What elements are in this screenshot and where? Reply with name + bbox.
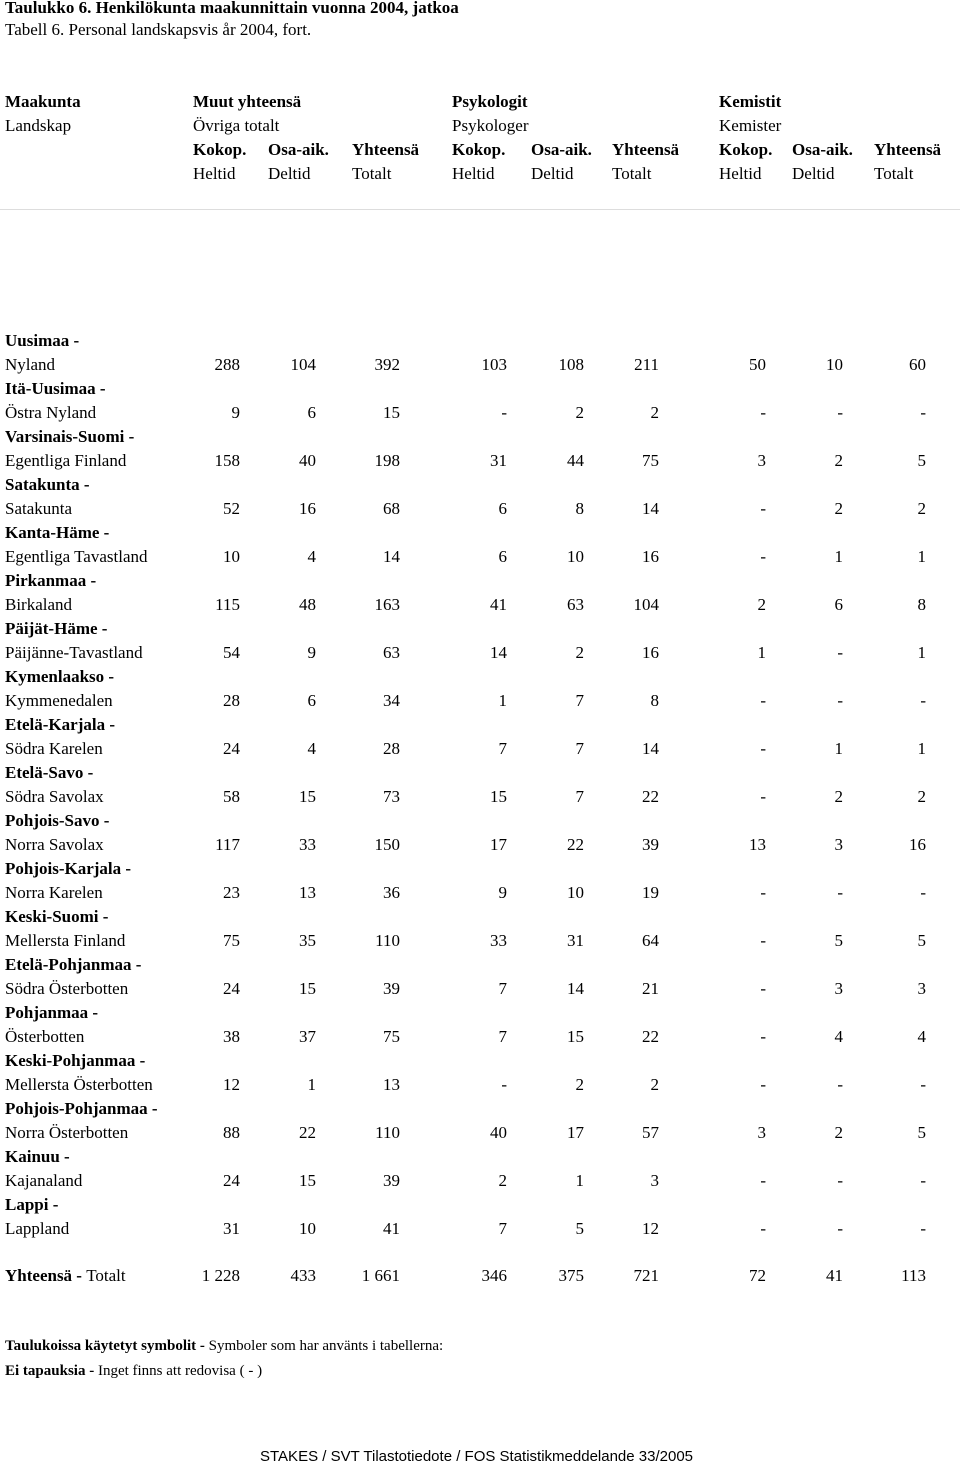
table-cell: -: [837, 1219, 843, 1238]
header-parttime-fi: Osa-aik.: [531, 140, 592, 159]
region-name-fi: Päijät-Häme -: [5, 619, 108, 638]
region-name-sv: Norra Karelen: [5, 883, 103, 902]
table-cell: 50: [749, 355, 766, 374]
table-cell: 2: [575, 643, 584, 662]
region-name-fi: Etelä-Pohjanmaa -: [5, 955, 142, 974]
table-cell: 5: [917, 1123, 926, 1142]
region-name-sv: Päijänne-Tavastland: [5, 643, 143, 662]
header-group-psychologists-sv: Psykologer: [452, 116, 529, 135]
region-name-fi: Itä-Uusimaa -: [5, 379, 106, 398]
header-fulltime-sv: Heltid: [193, 164, 236, 183]
no-cases-note-sv: Inget finns att redovisa ( - ): [97, 1363, 263, 1379]
table-cell: 721: [633, 1266, 659, 1285]
region-name-fi: Pohjois-Pohjanmaa -: [5, 1099, 158, 1118]
table-cell: 6: [498, 499, 507, 518]
region-name-fi: Pohjois-Savo -: [5, 811, 110, 830]
table-cell: 44: [567, 451, 584, 470]
table-cell: 58: [223, 787, 240, 806]
table-cell: -: [501, 403, 507, 422]
table-cell: 1: [917, 643, 926, 662]
table-cell: -: [760, 547, 766, 566]
table-cell: 6: [307, 691, 316, 710]
region-name-sv: Norra Österbotten: [5, 1123, 129, 1142]
table-cell: 1: [834, 547, 843, 566]
table-cell: 15: [299, 1171, 316, 1190]
table-cell: 15: [299, 979, 316, 998]
table-cell: 5: [575, 1219, 584, 1238]
table-cell: -: [837, 691, 843, 710]
table-cell: 72: [749, 1266, 766, 1285]
region-name-sv: Kajanaland: [5, 1171, 83, 1190]
table-cell: 10: [567, 547, 584, 566]
table-cell: 57: [642, 1123, 659, 1142]
header-total-sv: Totalt: [352, 164, 392, 183]
table-cell: -: [760, 1219, 766, 1238]
table-cell: 108: [558, 355, 584, 374]
table-cell: 33: [299, 835, 316, 854]
table-cell: 28: [223, 691, 240, 710]
table-cell: 75: [223, 931, 240, 950]
table-cell: -: [760, 787, 766, 806]
header-divider: [0, 209, 960, 210]
table-cell: 6: [307, 403, 316, 422]
region-name-fi: Satakunta -: [5, 475, 90, 494]
table-cell: 31: [223, 1219, 240, 1238]
header-group-chemists-sv: Kemister: [719, 116, 782, 135]
table-cell: 7: [498, 1219, 507, 1238]
header-fulltime-fi: Kokop.: [193, 140, 247, 159]
table-cell: 110: [375, 931, 400, 950]
table-cell: 17: [490, 835, 507, 854]
region-name-sv: Östra Nyland: [5, 403, 97, 422]
table-cell: 17: [567, 1123, 584, 1142]
table-cell: -: [760, 739, 766, 758]
total-label-sv: Totalt: [86, 1266, 126, 1285]
table-cell: -: [920, 1219, 926, 1238]
table-cell: 12: [642, 1219, 659, 1238]
table-cell: 6: [498, 547, 507, 566]
header-group-chemists-fi: Kemistit: [719, 92, 782, 111]
table-cell: 8: [575, 499, 584, 518]
header-parttime-sv: Deltid: [268, 164, 311, 183]
table-cell: 63: [567, 595, 584, 614]
table-cell: 2: [498, 1171, 507, 1190]
table-cell: 392: [374, 355, 400, 374]
table-cell: 7: [498, 739, 507, 758]
table-cell: 40: [299, 451, 316, 470]
table-cell: 2: [575, 403, 584, 422]
page-footer: STAKES / SVT Tilastotiedote / FOS Statistikmeddelande 33/2005: [260, 1448, 694, 1465]
table-cell: 16: [642, 643, 659, 662]
table-cell: 8: [650, 691, 659, 710]
table-cell: 16: [299, 499, 316, 518]
header-fulltime-sv: Heltid: [719, 164, 762, 183]
table-cell: -: [760, 691, 766, 710]
region-name-sv: Kymmenedalen: [5, 691, 113, 710]
header-total-fi: Yhteensä: [612, 140, 680, 159]
table-cell: 60: [909, 355, 926, 374]
table-cell: 36: [383, 883, 400, 902]
table-cell: -: [501, 1075, 507, 1094]
table-cell: 16: [909, 835, 926, 854]
table-cell: 73: [383, 787, 400, 806]
table-title-fi: Taulukko 6. Henkilökunta maakunnittain vuonna 2004, jatkoa: [5, 0, 459, 17]
header-fulltime-sv: Heltid: [452, 164, 495, 183]
table-cell: 288: [214, 355, 240, 374]
region-name-sv: Södra Savolax: [5, 787, 104, 806]
region-name-fi: Pohjanmaa -: [5, 1003, 99, 1022]
table-cell: 163: [374, 595, 400, 614]
table-cell: 63: [383, 643, 400, 662]
region-name-fi: Kainuu -: [5, 1147, 70, 1166]
table-cell: 6: [834, 595, 843, 614]
table-cell: 2: [834, 451, 843, 470]
table-cell: 4: [834, 1027, 843, 1046]
table-cell: 33: [490, 931, 507, 950]
table-cell: 10: [567, 883, 584, 902]
region-name-fi: Etelä-Savo -: [5, 763, 94, 782]
symbols-note-sv: Symboler som har använts i tabellerna:: [208, 1338, 444, 1354]
table-cell: 22: [299, 1123, 316, 1142]
table-cell: 13: [299, 883, 316, 902]
table-cell: 10: [223, 547, 240, 566]
table-cell: 39: [383, 979, 400, 998]
table-cell: -: [760, 1027, 766, 1046]
region-name-fi: Pohjois-Karjala -: [5, 859, 132, 878]
region-name-sv: Södra Österbotten: [5, 979, 129, 998]
table-cell: 34: [383, 691, 400, 710]
table-cell: 1: [575, 1171, 584, 1190]
table-cell: 23: [223, 883, 240, 902]
table-cell: 103: [481, 355, 507, 374]
header-group-psychologists-fi: Psykologit: [452, 92, 528, 111]
table-cell: 10: [826, 355, 843, 374]
table-cell: -: [760, 1075, 766, 1094]
region-name-fi: Lappi -: [5, 1195, 59, 1214]
total-label-fi: Yhteensä -: [5, 1266, 87, 1285]
table-cell: 5: [834, 931, 843, 950]
table-cell: -: [760, 883, 766, 902]
header-total-fi: Yhteensä: [874, 140, 942, 159]
table-title-sv: Tabell 6. Personal landskapsvis år 2004, fort.: [5, 20, 312, 39]
table-cell: 39: [383, 1171, 400, 1190]
table-cell: 52: [223, 499, 240, 518]
table-cell: 375: [558, 1266, 584, 1285]
table-cell: 48: [299, 595, 316, 614]
table-cell: 14: [490, 643, 507, 662]
table-cell: -: [837, 643, 843, 662]
table-cell: 4: [307, 739, 316, 758]
table-cell: 9: [307, 643, 316, 662]
no-cases-note: [5, 1363, 262, 1380]
table-cell: 2: [917, 787, 926, 806]
table-cell: -: [920, 1171, 926, 1190]
table-cell: 104: [633, 595, 659, 614]
table-cell: 41: [490, 595, 507, 614]
table-cell: 88: [223, 1123, 240, 1142]
table-cell: 24: [223, 1171, 240, 1190]
table-cell: 2: [834, 499, 843, 518]
table-cell: -: [760, 931, 766, 950]
region-name-sv: Lappland: [5, 1219, 70, 1238]
table-cell: -: [760, 1171, 766, 1190]
table-cell: 1: [834, 739, 843, 758]
table-cell: 2: [917, 499, 926, 518]
table-cell: 1: [917, 739, 926, 758]
region-name-sv: Mellersta Finland: [5, 931, 126, 950]
table-cell: 24: [223, 739, 240, 758]
table-cell: 1 661: [361, 1266, 400, 1285]
table-cell: 1: [498, 691, 507, 710]
table-cell: 15: [299, 787, 316, 806]
header-region-fi: Maakunta: [5, 92, 81, 111]
table-cell: 22: [642, 787, 659, 806]
table-cell: 117: [215, 835, 240, 854]
table-cell: 13: [749, 835, 766, 854]
header-group-other-sv: Övriga totalt: [193, 116, 280, 135]
table-cell: 12: [223, 1075, 240, 1094]
table-cell: -: [837, 883, 843, 902]
table-cell: 150: [374, 835, 400, 854]
table-cell: 15: [383, 403, 400, 422]
region-name-fi: Kanta-Häme -: [5, 523, 110, 542]
header-parttime-fi: Osa-aik.: [268, 140, 329, 159]
table-cell: 7: [575, 787, 584, 806]
table-cell: 41: [383, 1219, 400, 1238]
region-name-fi: Pirkanmaa -: [5, 571, 97, 590]
no-cases-note-fi: Ei tapauksia -: [5, 1363, 98, 1379]
table-cell: 37: [299, 1027, 316, 1046]
table-cell: 346: [481, 1266, 507, 1285]
header-total-sv: Totalt: [874, 164, 914, 183]
table-cell: 2: [834, 787, 843, 806]
header-fulltime-fi: Kokop.: [719, 140, 773, 159]
region-name-sv: Norra Savolax: [5, 835, 104, 854]
table-cell: 3: [650, 1171, 659, 1190]
table-cell: 2: [650, 403, 659, 422]
header-parttime-sv: Deltid: [792, 164, 835, 183]
table-cell: 19: [642, 883, 659, 902]
table-cell: 5: [917, 931, 926, 950]
table-cell: 22: [567, 835, 584, 854]
region-name-fi: Varsinais-Suomi -: [5, 427, 135, 446]
table-cell: 68: [383, 499, 400, 518]
table-cell: 22: [642, 1027, 659, 1046]
region-name-sv: Mellersta Österbotten: [5, 1075, 153, 1094]
table-cell: 7: [575, 739, 584, 758]
header-parttime-fi: Osa-aik.: [792, 140, 853, 159]
table-cell: -: [837, 403, 843, 422]
table-cell: 31: [567, 931, 584, 950]
table-cell: 115: [215, 595, 240, 614]
region-name-fi: Kymenlaakso -: [5, 667, 115, 686]
table-cell: 16: [642, 547, 659, 566]
table-cell: 2: [575, 1075, 584, 1094]
table-cell: 1: [757, 643, 766, 662]
table-cell: 4: [917, 1027, 926, 1046]
table-cell: 41: [826, 1266, 843, 1285]
region-name-fi: Uusimaa -: [5, 331, 80, 350]
table-cell: 39: [642, 835, 659, 854]
table-cell: 2: [834, 1123, 843, 1142]
table-cell: 113: [901, 1266, 926, 1285]
table-cell: 24: [223, 979, 240, 998]
table-cell: 40: [490, 1123, 507, 1142]
table-cell: 3: [834, 835, 843, 854]
table-cell: 75: [642, 451, 659, 470]
region-name-fi: Etelä-Karjala -: [5, 715, 115, 734]
table-cell: 110: [375, 1123, 400, 1142]
table-cell: 7: [498, 1027, 507, 1046]
table-cell: 5: [917, 451, 926, 470]
table-cell: 9: [498, 883, 507, 902]
region-name-sv: Egentliga Finland: [5, 451, 127, 470]
table-cell: -: [920, 883, 926, 902]
table-cell: -: [920, 1075, 926, 1094]
table-cell: -: [760, 979, 766, 998]
table-cell: 28: [383, 739, 400, 758]
table-cell: 14: [383, 547, 400, 566]
region-name-sv: Södra Karelen: [5, 739, 103, 758]
table-cell: 54: [223, 643, 240, 662]
header-group-other-fi: Muut yhteensä: [193, 92, 302, 111]
region-name-fi: Keski-Pohjanmaa -: [5, 1051, 146, 1070]
table-cell: 9: [231, 403, 240, 422]
table-cell: -: [920, 691, 926, 710]
region-name-sv: Österbotten: [5, 1027, 85, 1046]
table-cell: -: [760, 499, 766, 518]
header-fulltime-fi: Kokop.: [452, 140, 506, 159]
region-name-sv: Nyland: [5, 355, 56, 374]
table-cell: 3: [757, 1123, 766, 1142]
table-cell: 433: [290, 1266, 316, 1285]
header-total-fi: Yhteensä: [352, 140, 420, 159]
table-cell: 10: [299, 1219, 316, 1238]
symbols-note: [5, 1338, 443, 1355]
region-name-sv: Satakunta: [5, 499, 73, 518]
symbols-note-fi: Taulukoissa käytetyt symbolit -: [5, 1338, 209, 1354]
table-cell: 104: [290, 355, 316, 374]
header-parttime-sv: Deltid: [531, 164, 574, 183]
region-name-sv: Birkaland: [5, 595, 73, 614]
table-cell: 4: [307, 547, 316, 566]
header-region-sv: Landskap: [5, 116, 72, 135]
table-cell: 3: [834, 979, 843, 998]
table-cell: 15: [490, 787, 507, 806]
table-cell: 8: [917, 595, 926, 614]
table-cell: -: [837, 1075, 843, 1094]
table-cell: 14: [567, 979, 584, 998]
table-cell: 31: [490, 451, 507, 470]
table-cell: 1: [917, 547, 926, 566]
table-cell: 38: [223, 1027, 240, 1046]
table-cell: 64: [642, 931, 659, 950]
table-cell: 35: [299, 931, 316, 950]
table-cell: 15: [567, 1027, 584, 1046]
table-cell: 2: [650, 1075, 659, 1094]
table-cell: 1 228: [201, 1266, 240, 1285]
table-cell: -: [920, 403, 926, 422]
table-cell: 14: [642, 499, 659, 518]
table-cell: 211: [634, 355, 659, 374]
table-cell: 75: [383, 1027, 400, 1046]
table-cell: 7: [575, 691, 584, 710]
header-total-sv: Totalt: [612, 164, 652, 183]
table-cell: 1: [307, 1075, 316, 1094]
table-cell: 21: [642, 979, 659, 998]
table-cell: 3: [757, 451, 766, 470]
table-cell: 14: [642, 739, 659, 758]
table-cell: -: [837, 1171, 843, 1190]
region-name-sv: Egentliga Tavastland: [5, 547, 148, 566]
region-name-fi: Keski-Suomi -: [5, 907, 109, 926]
table-cell: 7: [498, 979, 507, 998]
table-cell: 2: [757, 595, 766, 614]
table-cell: -: [760, 403, 766, 422]
table-cell: 158: [214, 451, 240, 470]
table-cell: 3: [917, 979, 926, 998]
table-cell: 198: [374, 451, 400, 470]
table-cell: 13: [383, 1075, 400, 1094]
